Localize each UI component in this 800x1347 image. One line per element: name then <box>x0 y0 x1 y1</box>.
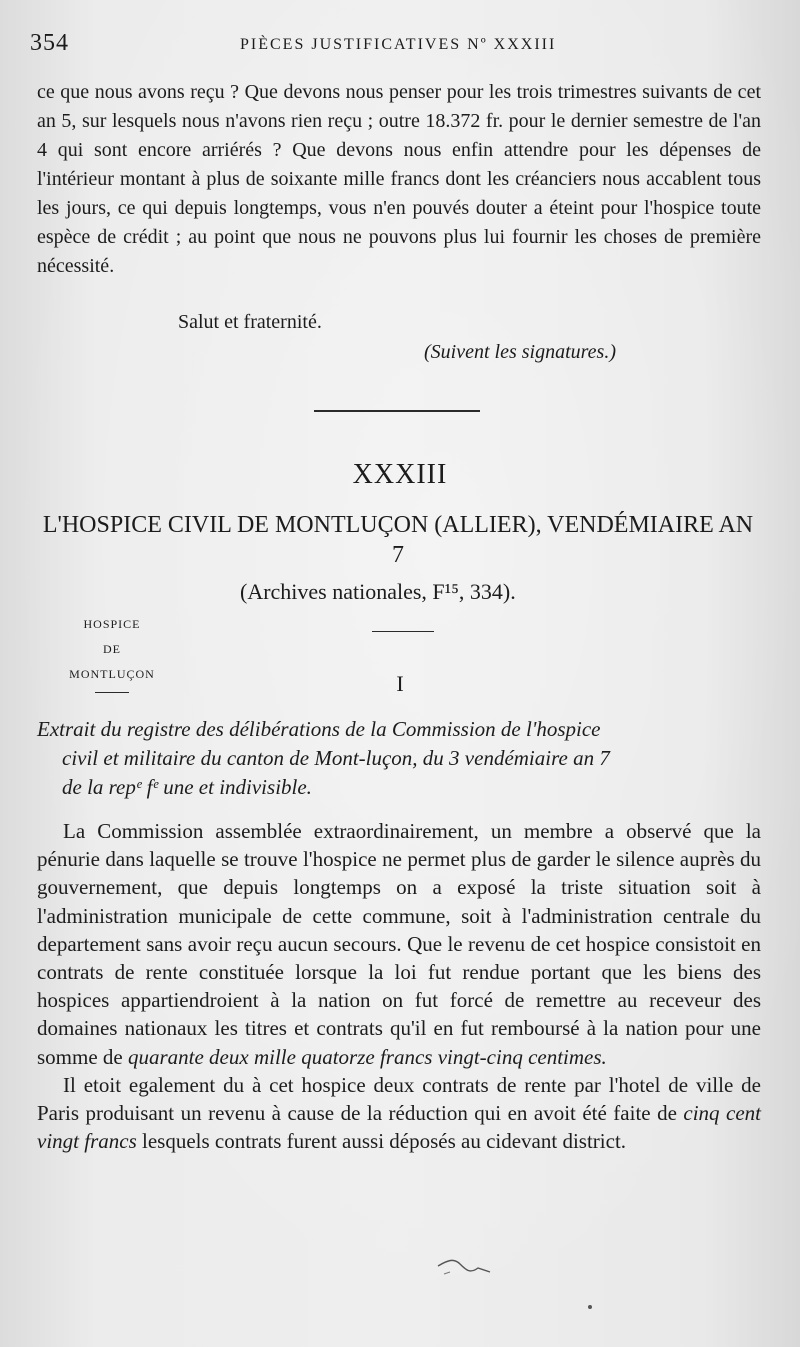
closing-signatures: (Suivent les signatures.) <box>424 341 617 363</box>
closing-salutation: Salut et fraternité. <box>178 311 322 333</box>
extract-line: de la repᵉ fᵉ une et indivisible. <box>62 775 312 799</box>
archive-source: (Archives nationales, F¹⁵, 334). <box>240 579 516 604</box>
body-paragraph-1 <box>37 817 761 1071</box>
subsection-divider-rule <box>372 631 434 632</box>
ink-squiggle-icon <box>434 1252 494 1282</box>
body-paragraph-2-end: lesquels contrats furent aussi déposés au cidevant district. <box>142 1129 627 1154</box>
body-paragraph-1-text: La Commission assemblée extraordinairement, un membre a observé que la pénurie dans laquelle se trouve l'hospice ne permet plus de garder le silence auprès du gouvernement, que depuis longtemps on a exposé la triste situation soit à l'administration municipale de cette commune, soit à l'administration centrale du departement sans avoir reçu aucun secours. Que le revenu de cet hospice consistoit en contrats de rente constituée lorsque la loi fut rendue portant que les biens des hospices appartiendroient à la nation on fut forcé de remettre au receveur des domaines nationaux les titres et contrats qu'il en fut remboursé à la nation pour une somme de <box>37 819 761 1069</box>
subsection-number: I <box>396 671 404 696</box>
margin-note-line: DE <box>103 642 121 656</box>
page-number: 354 <box>30 30 69 56</box>
top-paragraph: ce que nous avons reçu ? Que devons nous penser pour les trois trimestres suivants de cet an 5, sur lesquels nous n'avons rien reçu ; outre 18.372 fr. pour le dernier semestre de l'an 4 qui sont encore arriérés ? Que devons nous enfin attendre pour les dépenses de l'intérieur montant à plus de soixante mille francs dont les créanciers nous accablent tous les jours, ce qui depuis longtemps, vous n'en pouvés douter a éteint pour l'hospice toute espèce de crédit ; au point que nous ne pouvons plus lui fournir les choses de première nécessité. <box>37 81 761 277</box>
ink-dot-icon <box>588 1305 592 1309</box>
body-paragraph-2 <box>37 1071 761 1156</box>
margin-note-line: HOSPICE <box>83 617 141 631</box>
section-number: XXXIII <box>352 459 448 490</box>
body-paragraph-2-italic: cinq cent vingt francs <box>37 1101 761 1154</box>
body-paragraph-1-italic: quarante deux mille quatorze francs vingt-cinq centimes. <box>127 1044 607 1069</box>
running-title: PIÈCES JUSTIFICATIVES Nº XXXIII <box>240 36 557 53</box>
extract-heading <box>37 715 761 802</box>
section-title: L'HOSPICE CIVIL DE MONTLUÇON (ALLIER), VENDÉMIAIRE AN 7 <box>42 512 754 568</box>
margin-note-line: MONTLUÇON <box>69 667 155 681</box>
page-header <box>30 30 770 60</box>
extract-line: civil et militaire du canton de Mont-luçon, du 3 vendémiaire an 7 <box>62 746 610 770</box>
body-text <box>37 817 761 1155</box>
extract-line: Extrait du registre des délibérations de la Commission de l'hospice <box>37 717 601 741</box>
body-paragraph-2-start: Il etoit egalement du à cet hospice deux contrats de rente par l'hotel de ville de Paris produisant un revenu à cause de la réduction qui en avoit été faite de <box>37 1072 761 1126</box>
section-divider-rule <box>314 410 480 412</box>
